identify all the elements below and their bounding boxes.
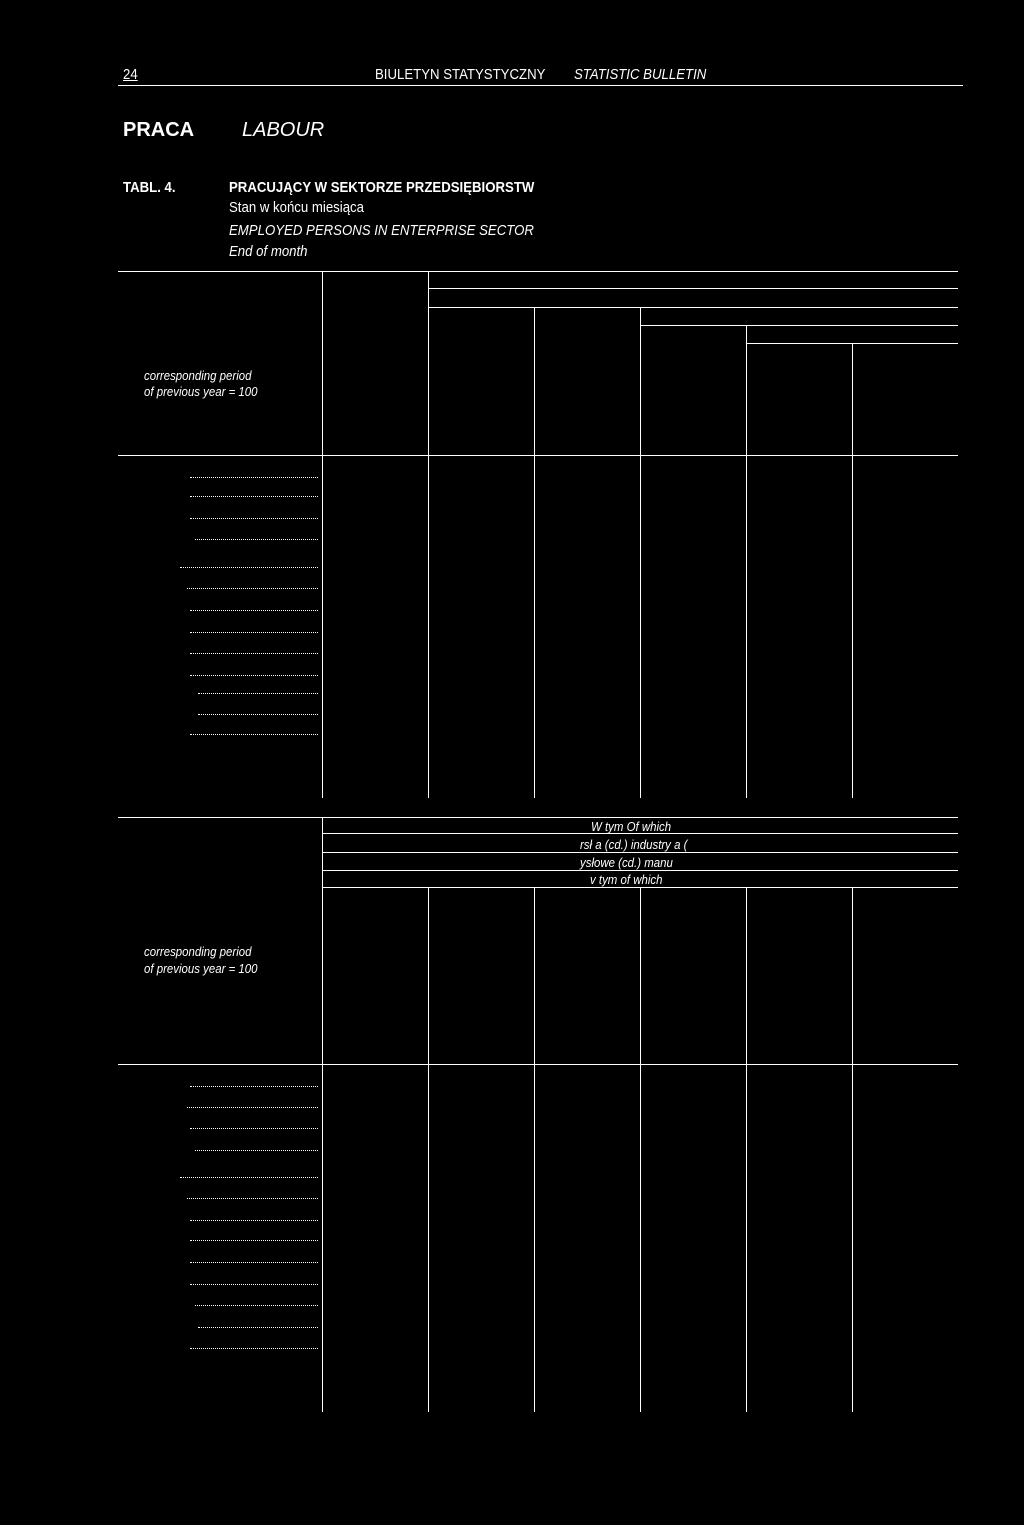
- leader-dots: [190, 1348, 318, 1349]
- leader-dots: [190, 734, 318, 735]
- leader-dots: [190, 632, 318, 633]
- leader-dots: [187, 1107, 318, 1108]
- leader-dots: [190, 610, 318, 611]
- block2-stub-line2: of previous year = 100: [144, 961, 258, 976]
- block2-header-row3: ysłowe (cd.) manu: [580, 855, 673, 870]
- leader-dots: [190, 1220, 318, 1221]
- block2-col-line: [534, 887, 535, 1412]
- block1-col-line: [852, 343, 853, 798]
- block1-header-bottom-rule: [118, 455, 958, 456]
- block2-col-line: [640, 887, 641, 1412]
- bulletin-title-pl: BIULETYN STATYSTYCZNY: [375, 66, 546, 83]
- block2-col-line: [428, 887, 429, 1412]
- leader-dots: [190, 1240, 318, 1241]
- block1-header-rule-2: [428, 307, 958, 308]
- block1-top-rule: [118, 271, 958, 272]
- leader-dots: [190, 518, 318, 519]
- block1-stub-line2: of previous year = 100: [144, 384, 258, 399]
- block1-header-rule-3: [640, 325, 958, 326]
- table-subtitle-pl: Stan w końcu miesiąca: [229, 199, 364, 216]
- section-title-en: LABOUR: [242, 119, 325, 141]
- leader-dots: [190, 1128, 318, 1129]
- block2-stub-line1: corresponding period: [144, 944, 252, 959]
- leader-dots: [198, 714, 318, 715]
- table-title-en: EMPLOYED PERSONS IN ENTERPRISE SECTOR: [229, 222, 534, 239]
- block2-header-row4: v tym of which: [590, 872, 663, 887]
- block2-header-row2: rsł a (cd.) industry a (: [580, 837, 688, 852]
- table-title-pl: PRACUJĄCY W SEKTORZE PRZEDSIĘBIORSTW: [229, 179, 535, 196]
- leader-dots: [198, 693, 318, 694]
- leader-dots: [195, 1305, 318, 1306]
- block2-header-rule-3: [322, 870, 958, 871]
- leader-dots: [198, 1327, 318, 1328]
- leader-dots: [190, 1284, 318, 1285]
- block1-header-rule-1: [428, 288, 958, 289]
- block2-top-rule: [118, 817, 958, 818]
- block2-header-row1: W tym Of which: [591, 819, 672, 834]
- block2-col-line: [746, 887, 747, 1412]
- leader-dots: [190, 477, 318, 478]
- leader-dots: [187, 1198, 318, 1199]
- leader-dots: [195, 539, 318, 540]
- block2-col-line: [852, 887, 853, 1412]
- block2-col-line: [322, 817, 323, 1412]
- leader-dots: [180, 1177, 318, 1178]
- header-rule: [118, 85, 963, 86]
- block2-header-rule-2: [322, 852, 958, 853]
- block1-col-line: [640, 307, 641, 798]
- table-subtitle-en: End of month: [229, 243, 308, 260]
- block1-stub-line1: corresponding period: [144, 368, 252, 383]
- leader-dots: [190, 1262, 318, 1263]
- leader-dots: [190, 496, 318, 497]
- leader-dots: [195, 1150, 318, 1151]
- block1-col-line: [534, 307, 535, 798]
- page-number: 24: [123, 66, 138, 83]
- bulletin-title-en: STATISTIC BULLETIN: [574, 66, 707, 83]
- block1-col-line: [428, 271, 429, 798]
- block1-col-line: [322, 271, 323, 798]
- leader-dots: [180, 567, 318, 568]
- block2-header-bottom-rule: [118, 1064, 958, 1065]
- table-number: TABL. 4.: [123, 179, 176, 196]
- section-title-pl: PRACA: [123, 119, 195, 141]
- leader-dots: [187, 588, 318, 589]
- block1-col-line: [746, 325, 747, 798]
- leader-dots: [190, 1086, 318, 1087]
- leader-dots: [190, 653, 318, 654]
- leader-dots: [190, 675, 318, 676]
